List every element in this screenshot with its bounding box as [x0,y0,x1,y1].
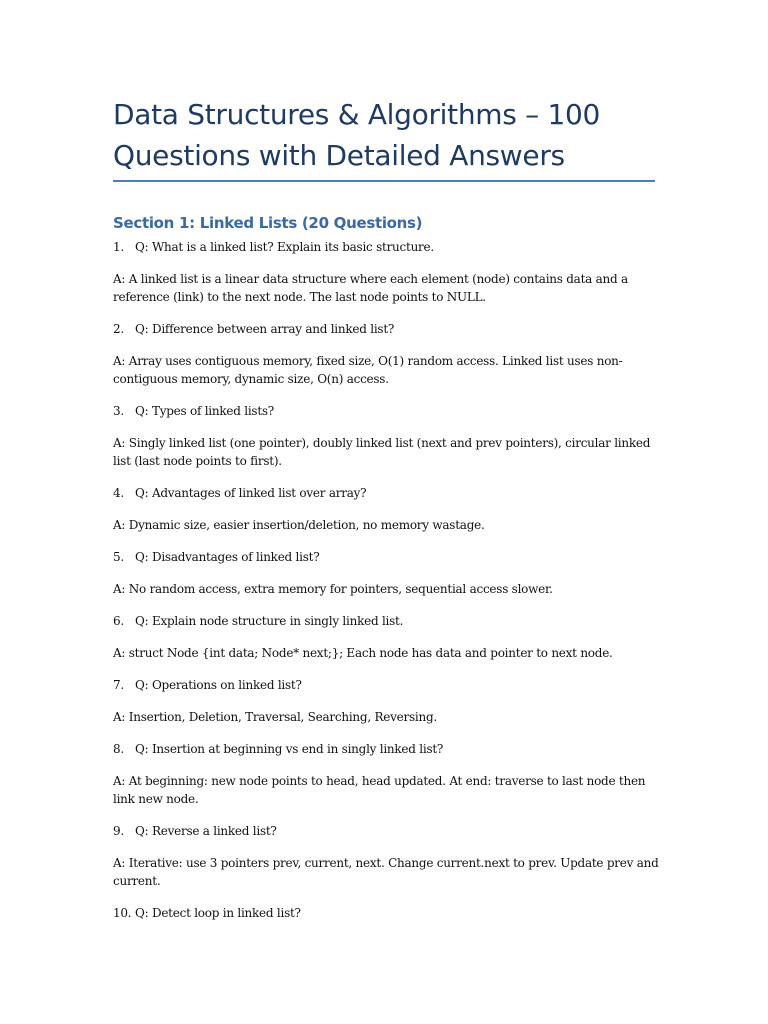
question-text: Q: Insertion at beginning vs end in singly linked list? [135,742,444,756]
question-text: Q: What is a linked list? Explain its basic structure. [135,240,434,254]
question-line [113,904,661,922]
answer-text: A: Array uses contiguous memory, fixed size, O(1) random access. Linked list uses non-contiguous memory, dynamic size, O(n) access. [113,354,623,386]
question-number: 9. [113,824,124,838]
question-line [113,822,661,840]
question-number: 2. [113,322,124,336]
section-heading: Section 1: Linked Lists (20 Questions) [113,214,423,232]
answer-text: A: At beginning: new node points to head, head updated. At end: traverse to last node then link new node. [113,774,646,806]
answer-text: A: Singly linked list (one pointer), doubly linked list (next and prev pointers), circular linked list (last node points to first). [113,436,651,468]
question-number: 6. [113,614,124,628]
question-number: 4. [113,486,124,500]
list-item [113,484,661,534]
question-number: 5. [113,550,124,564]
document-title: Data Structures & Algorithms – 100 Questions with Detailed Answers [113,98,600,172]
list-item [113,822,661,890]
question-text: Q: Detect loop in linked list? [135,906,301,920]
question-line [113,740,661,758]
question-line [113,548,661,566]
list-item [113,740,661,808]
question-text: Q: Operations on linked list? [135,678,302,692]
question-line [113,484,661,502]
question-line [113,238,661,256]
question-number: 1. [113,240,124,254]
list-item [113,238,661,306]
list-item [113,612,661,662]
list-item [113,320,661,388]
question-text: Q: Difference between array and linked list? [135,322,395,336]
answer-text: A: Iterative: use 3 pointers prev, current, next. Change current.next to prev. Update prev and current. [113,856,659,888]
question-line [113,402,661,420]
list-item [113,676,661,726]
title-underline [113,180,655,182]
question-text: Q: Explain node structure in singly linked list. [135,614,404,628]
qa-list [113,238,661,936]
question-number: 7. [113,678,124,692]
answer-text: A: A linked list is a linear data structure where each element (node) contains data and a reference (link) to the next node. The last node points to NULL. [113,272,628,304]
question-number: 3. [113,404,124,418]
question-number: 8. [113,742,124,756]
answer-text: A: No random access, extra memory for pointers, sequential access slower. [113,582,553,596]
list-item [113,904,661,922]
question-line [113,676,661,694]
question-number: 10. [113,906,132,920]
question-line [113,320,661,338]
list-item [113,402,661,470]
answer-text: A: struct Node {int data; Node* next;}; Each node has data and pointer to next node. [113,646,613,660]
list-item [113,548,661,598]
question-line [113,612,661,630]
answer-text: A: Dynamic size, easier insertion/deletion, no memory wastage. [113,518,485,532]
question-text: Q: Disadvantages of linked list? [135,550,320,564]
question-text: Q: Advantages of linked list over array? [135,486,367,500]
question-text: Q: Reverse a linked list? [135,824,277,838]
answer-text: A: Insertion, Deletion, Traversal, Searching, Reversing. [113,710,437,724]
question-text: Q: Types of linked lists? [135,404,274,418]
